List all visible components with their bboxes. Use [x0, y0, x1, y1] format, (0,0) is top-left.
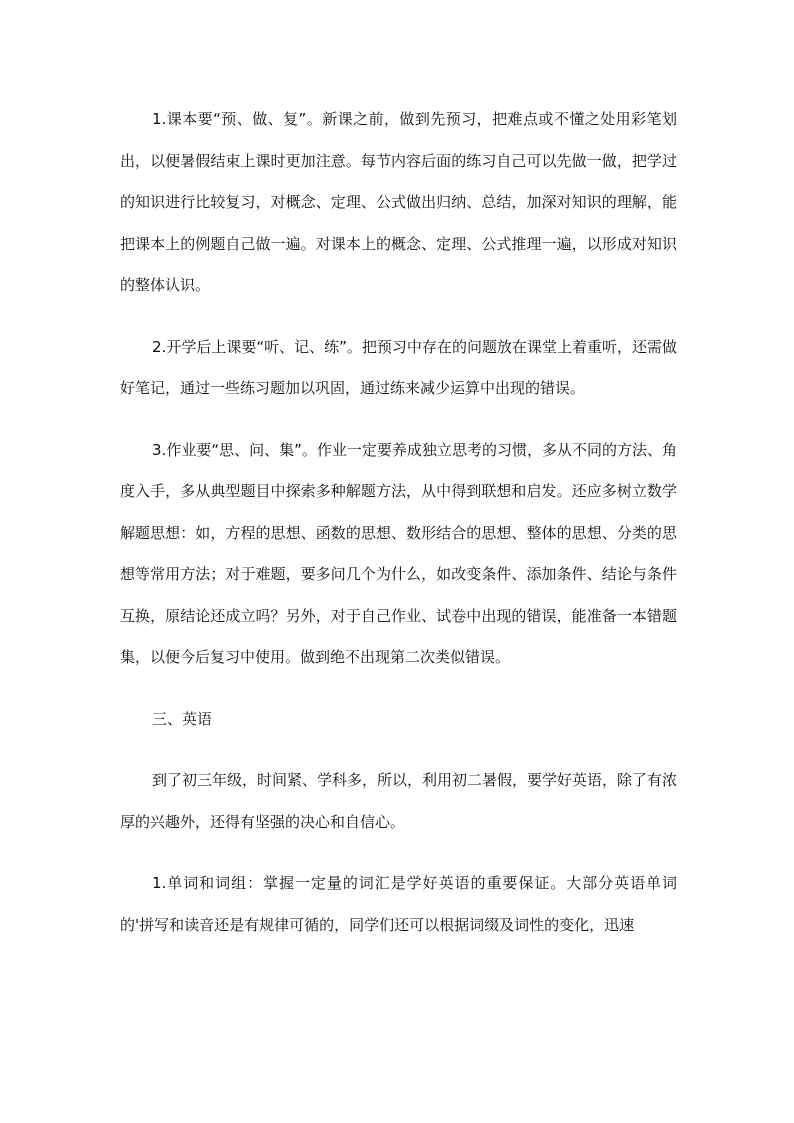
paragraph-study-textbook: 1.课本要“预、做、复”。新课之前，做到先预习，把难点或不懂之处用彩笔划出，以便暑假结束上课时更加注意。每节内容后面的练习自己可以先做一做，把学过的知识进行比较复习，对概念、定理、公式做出归纳、总结，加深对知识的理解，能把课本上的例题自己做一遍。对课本上的概念、定理、公式推理一遍，以形成对知识的整体认识。 [120, 110, 677, 294]
section-heading-english: 三、英语 [152, 709, 213, 728]
paragraph-vocabulary: 1.单词和词组：掌握一定量的词汇是学好英语的重要保证。大部分英语单词的'拼写和读音还是有规律可循的，同学们还可以根据词缀及词性的变化，迅速 [120, 874, 677, 934]
document-body [120, 99, 677, 966]
paragraph-homework: 3.作业要“思、问、集”。作业一定要养成独立思考的习惯，多从不同的方法、角度入手，多从典型题目中探索多种解题方法，从中得到联想和启发。还应多树立数学解题思想：如，方程的思想、函数的思想、数形结合的思想、整体的思想、分类的思想等常用方法；对于难题，要多问几个为什么，如改变条件、添加条件、结论与条件互换，原结论还成立吗？另外，对于自己作业、试卷中出现的错误，能准备一本错题集，以便今后复习中使用。做到绝不出现第二次类似错误。 [120, 440, 677, 666]
paragraph-class-listening: 2.开学后上课要“听、记、练”。把预习中存在的问题放在课堂上着重听，还需做好笔记，通过一些练习题加以巩固，通过练来减少运算中出现的错误。 [120, 337, 677, 397]
paragraph-english-intro: 到了初三年级，时间紧、学科多，所以，利用初二暑假，要学好英语，除了有浓厚的兴趣外，还得有坚强的决心和自信心。 [120, 771, 678, 831]
